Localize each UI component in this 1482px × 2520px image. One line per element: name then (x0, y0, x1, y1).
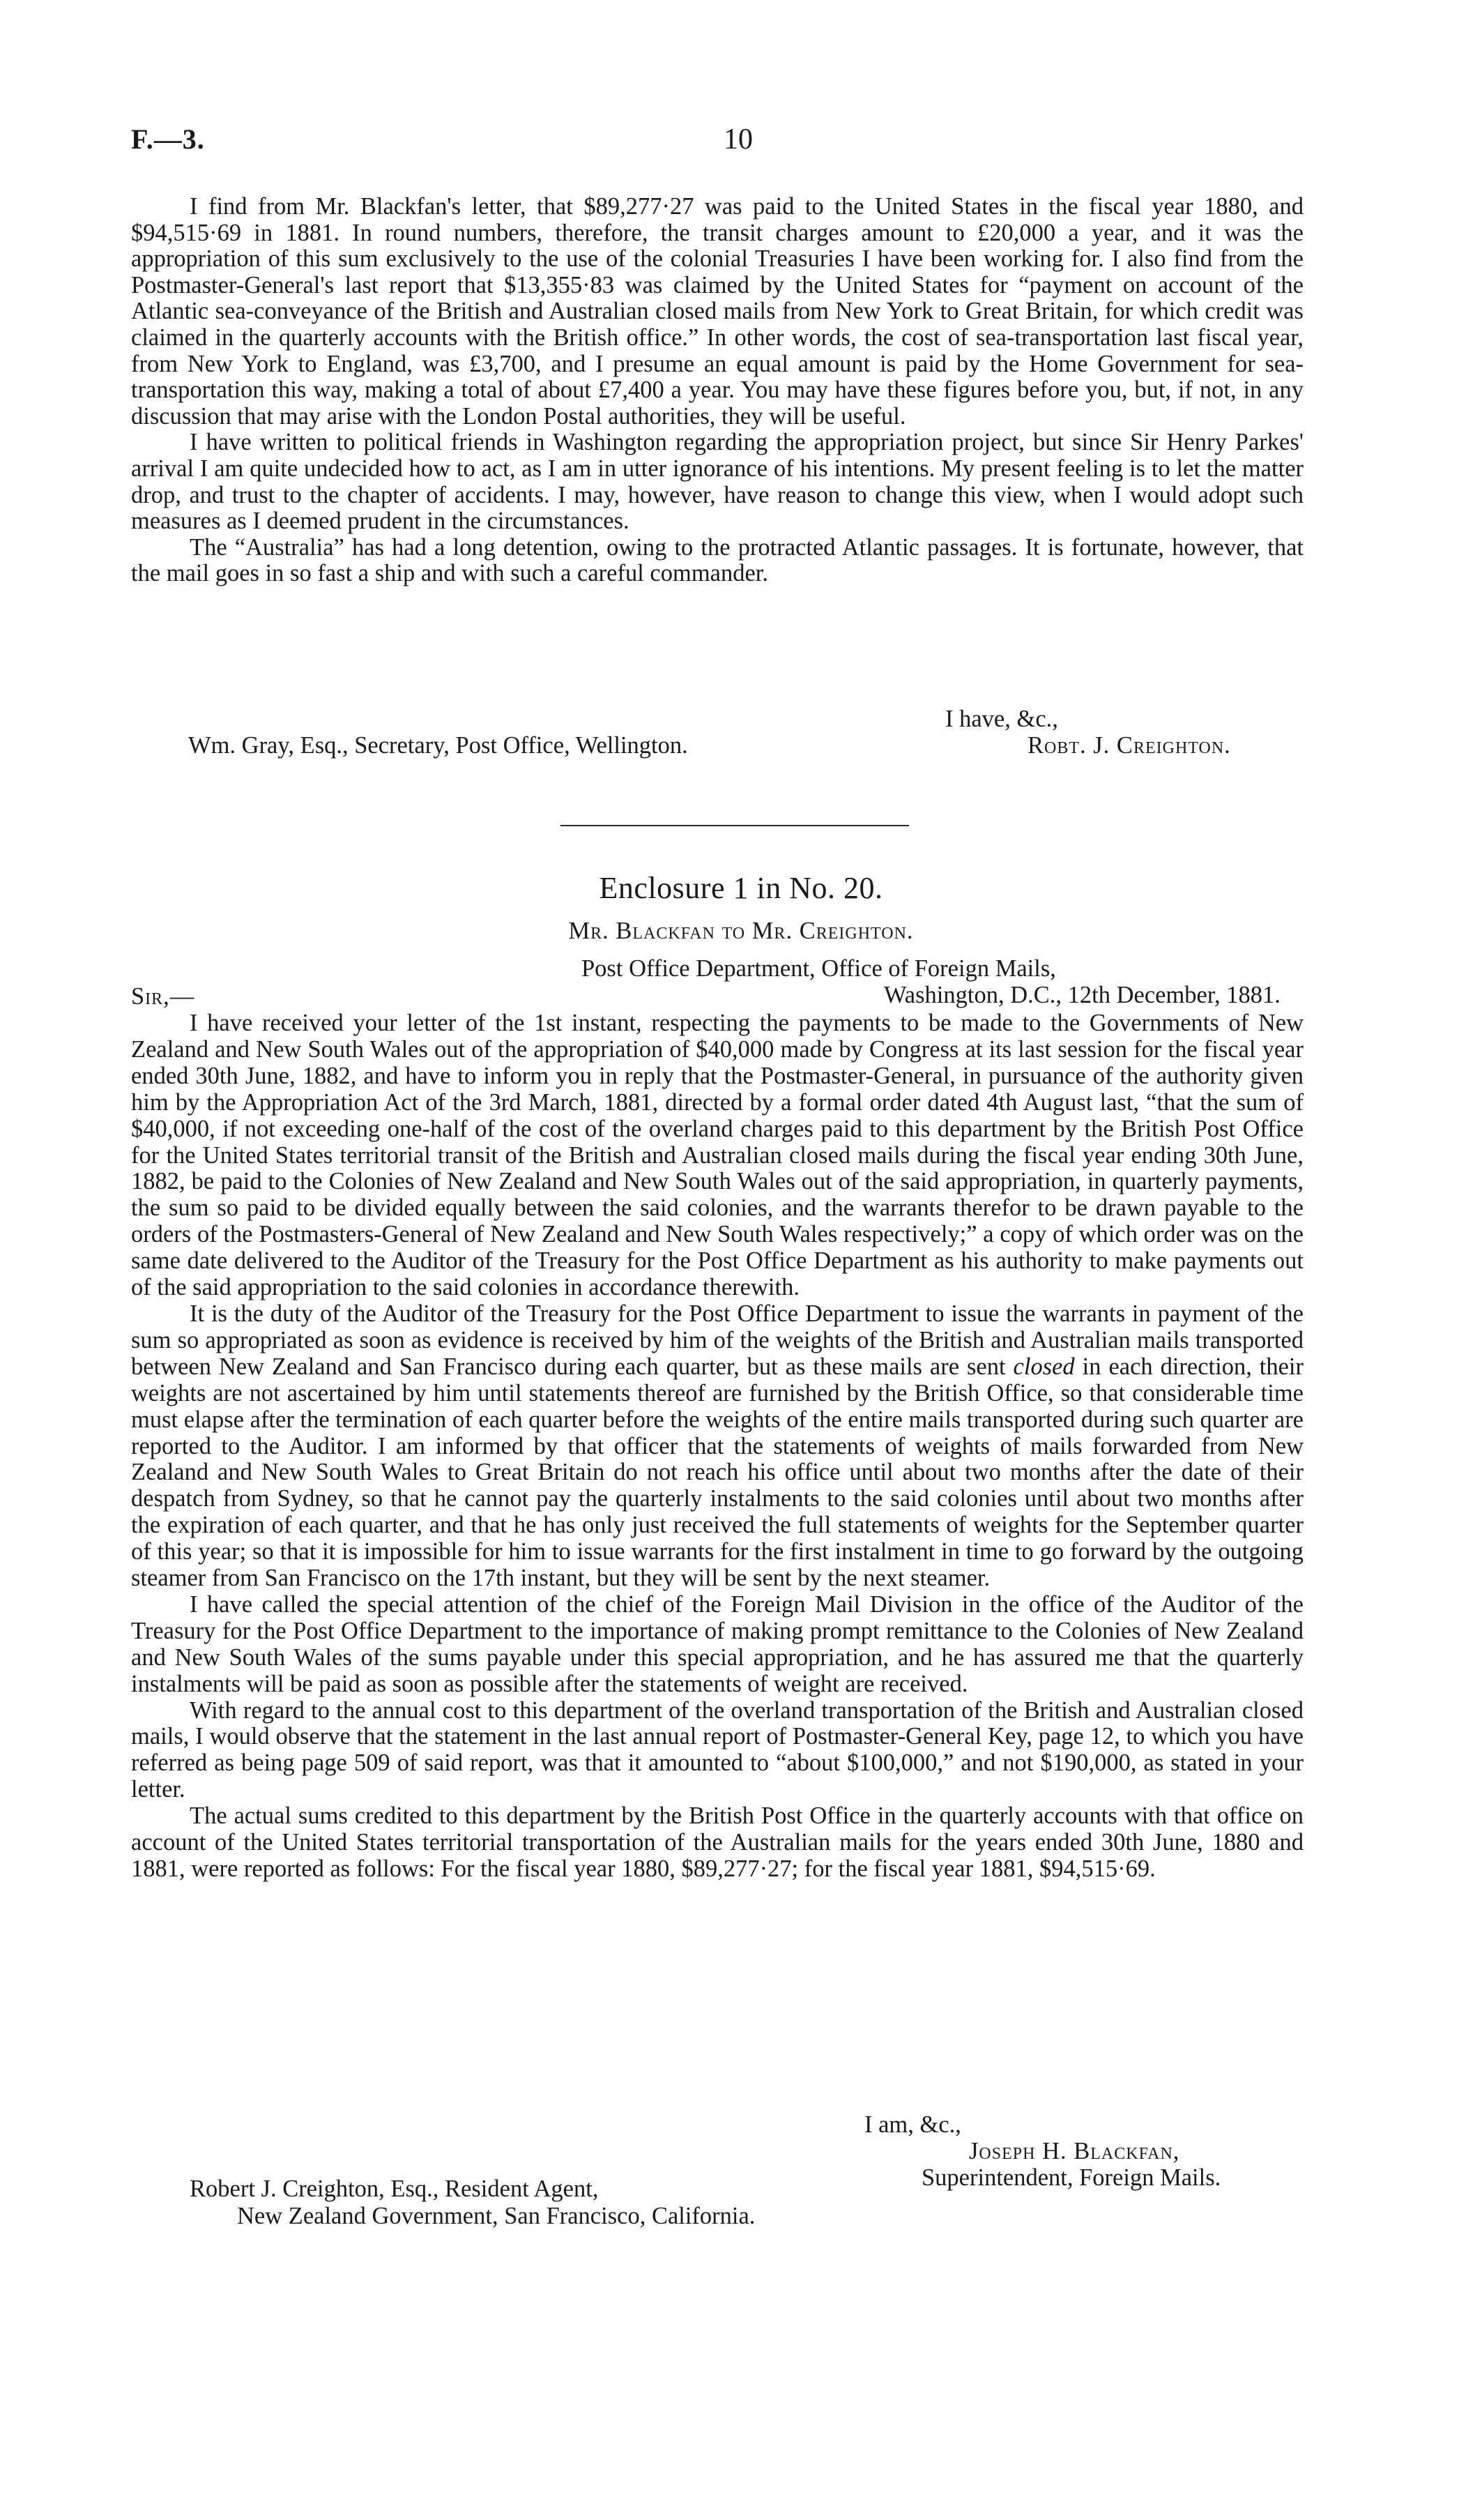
enclosure-signature-title: Superintendent, Foreign Mails. (922, 2164, 1221, 2191)
paragraph-text: It is the duty of the Auditor of the Treasury for the Post Office Department to issue the warrants in payment of the sum so appropriated as soon as evidence is received by him of the weights of the British and Australian mails transported between New Zealand and San Francisco during each quarter, but as these mails are sent (131, 1300, 1304, 1380)
enclosure-paragraph: I have called the special attention of the chief of the Foreign Mail Division in the office of the Auditor of the Treasury for the Post Office Department to the importance of making prompt remittance to the Colonies of New Zealand and New South Wales of the sums payable under this special appropriation, and he has assured me that the quarterly instalments will be paid as soon as possible after the statements of weight are received. (131, 1591, 1304, 1697)
italic-word: closed (1013, 1353, 1075, 1380)
letter-body (131, 194, 1304, 587)
enclosure-paragraph: I have received your letter of the 1st instant, respecting the payments to be made to the Governments of New Zealand and New South Wales out of the appropriation of $40,000 made by Congress at its last session for the fiscal year ended 30th June, 1882, and have to inform you in reply that the Postmaster-General, in pursuance of the authority given him by the Appropriation Act of the 3rd March, 1881, directed by a formal order dated 4th August last, “that the sum of $40,000, if not exceeding one-half of the cost of the overland charges paid to this department by the British Post Office for the United States territorial transit of the British and Australian closed mails during the fiscal year ending 30th June, 1882, be paid to the Colonies of New Zealand and New South Wales out of the said appropriation, in quarterly payments, the sum so paid to be divided equally between the said colonies, and the warrants therefor to be drawn payable to the orders of the Postmasters-General of New Zealand and New South Wales respectively;” a copy of which order was on the same date delivered to the Auditor of the Treasury for the Post Office Department as his authority to make payments out of the said appropriation to the said colonies in accordance therewith. (131, 1010, 1304, 1301)
enclosure-date-line: Washington, D.C., 12th December, 1881. (884, 982, 1281, 1008)
enclosure-closing: I am, &c., (864, 2111, 961, 2138)
enclosure-office-line: Post Office Department, Office of Foreign Mails, (581, 955, 1056, 982)
page-reference: F.—3. (131, 123, 205, 155)
letter-paragraph: I have written to political friends in Washington regarding the appropriation project, but since Sir Henry Parkes' arrival I am quite undecided how to act, as I am in utter ignorance of his intentions. My present feeling is to let the matter drop, and trust to the chapter of accidents. I may, however, have reason to change this view, when I would adopt such measures as I deemed prudent in the circumstances. (131, 429, 1304, 535)
enclosure-salutation: Sir,— (131, 983, 195, 1010)
letter-addressee: Wm. Gray, Esq., Secretary, Post Office, Wellington. (188, 732, 688, 759)
page-header (131, 123, 1302, 165)
page-number: 10 (724, 123, 753, 155)
enclosure-recipient-line1: Robert J. Creighton, Esq., Resident Agent, (190, 2176, 599, 2202)
enclosure-paragraph: With regard to the annual cost to this department of the overland transportation of the British and Australian closed mails, I would observe that the statement in the last annual report of Postmaster-General Key, page 12, to which you have referred as being page 509 of said report, was that it amounted to “about $100,000,” and not $190,000, as stated in your letter. (131, 1697, 1304, 1803)
enclosure-paragraph: The actual sums credited to this department by the British Post Office in the quarterly accounts with that office on account of the United States territorial transportation of the Australian mails for the years ended 30th June, 1880 and 1881, were reported as follows: For the fiscal year 1880, $89,277·27; for the fiscal year 1881, $94,515·69. (131, 1802, 1304, 1882)
enclosure-body (131, 1010, 1304, 1883)
enclosure-from-to: Mr. Blackfan to Mr. Creighton. (568, 918, 914, 944)
letter-paragraph: The “Australia” has had a long detention, owing to the protracted Atlantic passages. It is fortunate, however, that the mail goes in so fast a ship and with such a careful commander. (131, 533, 1304, 587)
section-divider (560, 825, 909, 826)
letter-signature: Robt. J. Creighton. (1028, 732, 1231, 759)
enclosure-title: Enclosure 1 in No. 20. (599, 871, 883, 905)
letter-paragraph: I find from Mr. Blackfan's letter, that $89,277·27 was paid to the United States in the fiscal year 1880, and $94,515·69 in 1881. In round numbers, therefore, the transit charges amount to £20,000 a year, and it was the appropriation of this sum exclusively to the use of the colonial Treasuries I have been working for. I also find from the Postmaster-General's last report that $13,355·83 was claimed by the United States for “payment on account of the Atlantic sea-conveyance of the British and Australian closed mails from New York to Great Britain, for which credit was claimed in the quarterly accounts with the British office.” In other words, the cost of sea-transportation last fiscal year, from New York to England, was £3,700, and I presume an equal amount is paid by the Home Government for sea-transportation this way, making a total of about £7,400 a year. You may have these figures before you, but, if not, in any discussion that may arise with the London Postal authorities, they will be useful. (131, 193, 1304, 430)
enclosure-recipient-line2: New Zealand Government, San Francisco, California. (237, 2203, 756, 2229)
enclosure-paragraph (131, 1301, 1304, 1592)
paragraph-text: in each direction, their weights are not ascertained by him until statements thereof are furnished by the British Office, so that considerable time must elapse after the termination of each quarter before the weights of the entire mails transported during such quarter are reported to the Auditor. I am informed by that officer that the statements of weights of mails forwarded from New Zealand and New South Wales to Great Britain do not reach his office until about two months after the date of their despatch from Sydney, so that he cannot pay the quarterly instalments to the said colonies until about two months after the expiration of each quarter, and that he has only just received the full statements of weights for the September quarter of this year; so that it is impossible for him to issue warrants for the first instalment in time to go forward by the outgoing steamer from San Francisco on the 17th instant, but they will be sent by the next steamer. (131, 1353, 1304, 1592)
enclosure-signature-name: Joseph H. Blackfan, (969, 2138, 1180, 2164)
letter-closing: I have, &c., (945, 706, 1058, 732)
